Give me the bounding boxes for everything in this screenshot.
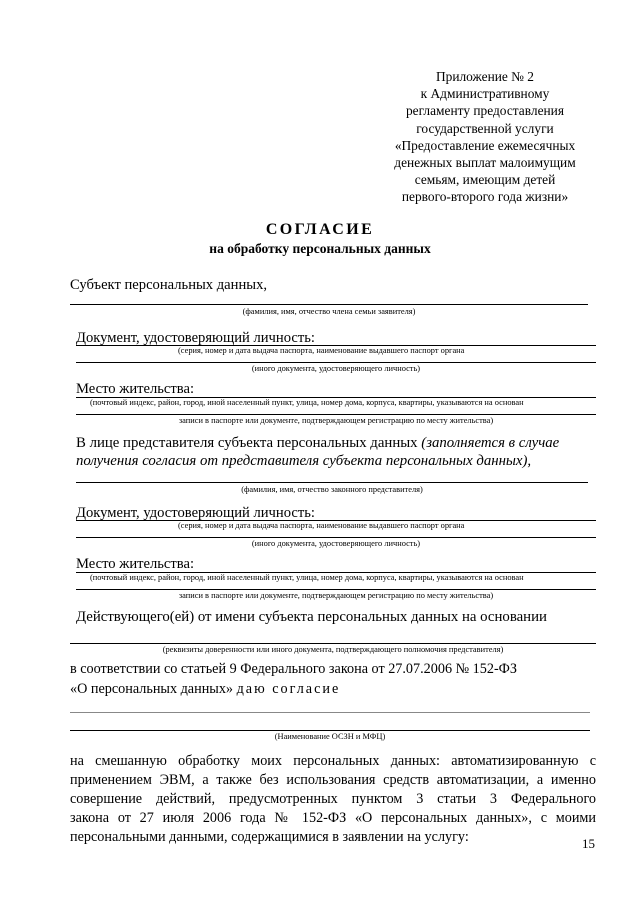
addr2-caption-a: (почтовый индекс, район, город, иной населенный пункт, улица, номер дома, корпуса, квартиры, указываются на основан [90,573,524,582]
body-line: закона от 27 июля 2006 года № 152-ФЗ «О персональных данных», с моими [70,810,596,826]
representative-text: В лице представителя субъекта персональных данных [76,435,418,451]
doc2-other-field[interactable] [76,537,596,538]
appendix-line: Приложение № 2 [435,69,535,84]
subject-caption: (фамилия, имя, отчество члена семьи заявителя) [242,307,416,316]
appendix-line: семьям, имеющим детей [414,172,556,188]
page-subtitle: на обработку персональных данных [209,241,431,256]
page-number: 15 [582,836,595,851]
addr1-caption-b: записи в паспорте или документе, подтверждающем регистрацию по месту жительства) [178,416,494,425]
doc1-label: Документ, удостоверяющий личность: [76,330,315,346]
representative-note: (заполняется в случае [421,435,560,451]
representative-line2: получения согласия от представителя субъекта персональных данных), [76,453,532,469]
ozsn-field-2[interactable] [70,730,590,731]
appendix-line: к Административному [420,86,550,102]
body-line: на смешанную обработку моих персональных данных: автоматизированную с [70,753,596,769]
doc2-label: Документ, удостоверяющий личность: [76,505,315,521]
body-line: применением ЭВМ, а также без использования средств автоматизации, а именно [70,772,596,788]
accordance-line2 [70,681,340,698]
ozsn-field[interactable] [70,712,590,713]
subject-label: Субъект персональных данных, [70,277,268,293]
accordance-law-name: «О персональных данных» [70,681,234,697]
body-line: персональными данными, содержащимися в заявлении на услугу: [70,829,469,845]
representative-name-field[interactable] [76,482,588,483]
representative-caption: (фамилия, имя, отчество законного представителя) [241,485,423,494]
acting-basis-field[interactable] [70,643,596,644]
appendix-line: первого-второго года жизни» [401,189,569,205]
ozsn-caption: (Наименование ОСЗН и МФЦ) [274,732,386,741]
appendix-block [380,68,590,206]
accordance-line1: в соответствии со статьей 9 Федерального закона от 27.07.2006 № 152-ФЗ [70,661,517,677]
doc1-other-field[interactable] [76,362,596,363]
body-line: совершение действий, предусмотренных пунктом 3 статьи 3 Федерального [70,791,596,807]
appendix-line: «Предоставление ежемесячных [394,137,576,153]
appendix-line: денежных выплат малоимущим [394,155,576,171]
consent-phrase: даю согласие [236,681,341,697]
representative-line1 [76,435,559,452]
body-text [70,752,596,847]
appendix-line: государственной услуги [416,120,554,136]
doc2-caption-passport: (серия, номер и дата выдача паспорта, наименование выдавшего паспорт органа [178,521,465,530]
addr2-field-2[interactable] [76,589,596,590]
doc1-caption-passport: (серия, номер и дата выдача паспорта, наименование выдавшего паспорт органа [178,346,465,355]
addr1-label: Место жительства: [76,381,195,397]
doc1-caption-other: (иного документа, удостоверяющего личность) [251,364,421,373]
addr2-caption-b: записи в паспорте или документе, подтверждающем регистрацию по месту жительства) [178,591,494,600]
subject-name-field[interactable] [70,304,588,305]
acting-caption: (реквизиты доверенности или иного документа, подтверждающего полномочия представителя) [162,645,504,654]
doc2-caption-other: (иного документа, удостоверяющего личность) [251,539,421,548]
addr1-field-2[interactable] [76,414,596,415]
acting-label: Действующего(ей) от имени субъекта персональных данных на основании [76,609,547,625]
page-title: СОГЛАСИЕ [265,221,375,238]
addr1-caption-a: (почтовый индекс, район, город, иной населенный пункт, улица, номер дома, корпуса, квартиры, указываются на основан [90,398,524,407]
appendix-line: регламенту предоставления [405,103,564,119]
addr2-label: Место жительства: [76,556,195,572]
